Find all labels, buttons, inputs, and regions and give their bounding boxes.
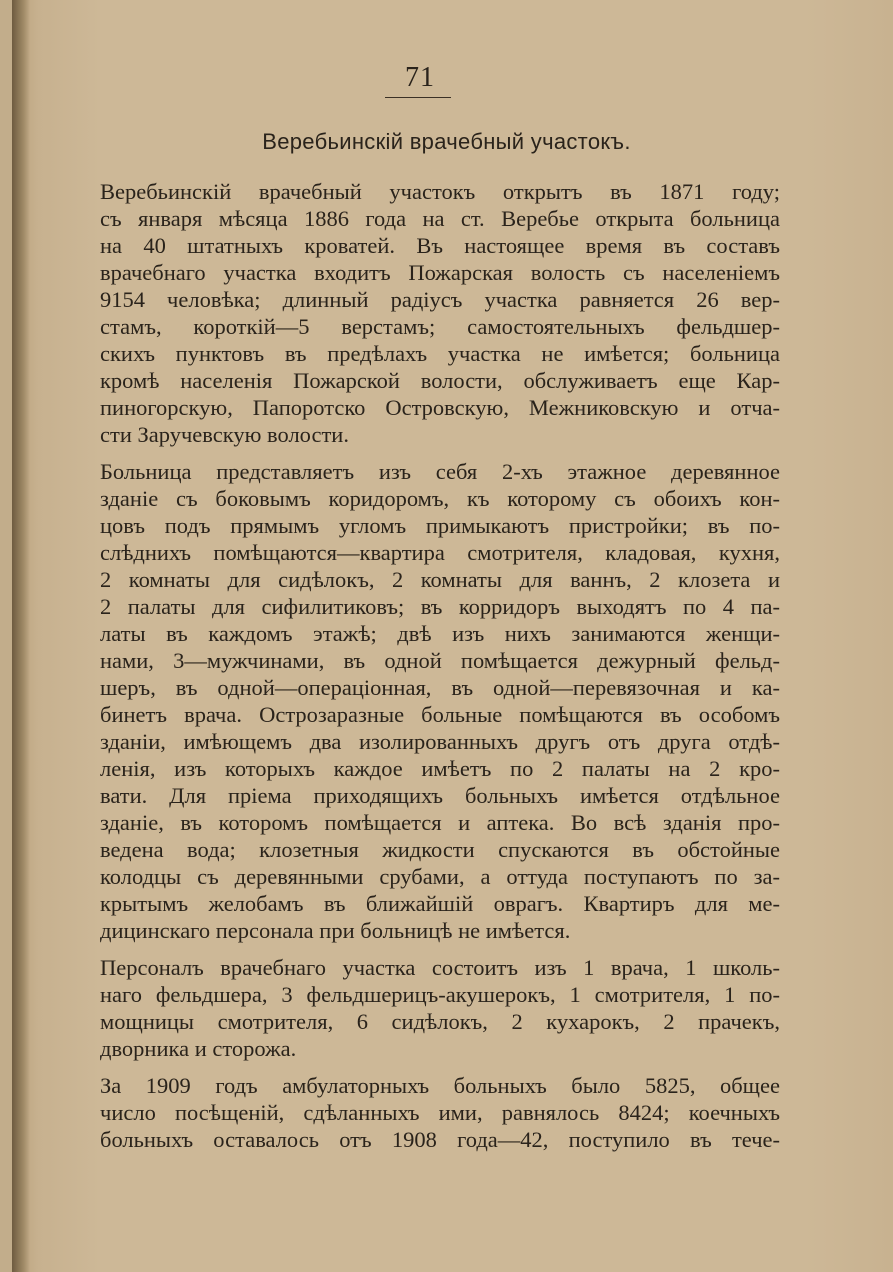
text-line: бинетъ врача. Острозаразные больные помѣщаются въ особомъ: [100, 702, 780, 727]
text-line: ленія, изъ которыхъ каждое имѣетъ по 2 палаты на 2 кро-: [100, 756, 780, 781]
text-line: ведена вода; клозетныя жидкости спускаются въ обстойные: [100, 837, 780, 862]
text-line: латы въ каждомъ этажѣ; двѣ изъ нихъ занимаются женщи-: [100, 621, 780, 646]
page-number-rule: [385, 97, 451, 98]
text-line: Больница представляетъ изъ себя 2-хъ этажное деревянное: [100, 459, 780, 484]
text-line: мощницы смотрителя, 6 сидѣлокъ, 2 кухарокъ, 2 прачекъ,: [100, 1009, 780, 1034]
text-line: Веребьинскій врачебный участокъ открытъ въ 1871 году;: [100, 179, 780, 204]
text-line: зданіе, въ которомъ помѣщается и аптека. Во всѣ зданія про-: [100, 810, 780, 835]
text-line: Персоналъ врачебнаго участка состоитъ изъ 1 врача, 1 школь-: [100, 955, 780, 980]
text-line: дицинскаго персонала при больницѣ не имѣется.: [100, 918, 571, 943]
text-line: больныхъ оставалось отъ 1908 года—42, поступило въ тече-: [100, 1127, 780, 1152]
text-line: число посѣщеній, сдѣланныхъ ими, равнялось 8424; коечныхъ: [100, 1100, 780, 1125]
text-line: шеръ, въ одной—операціонная, въ одной—перевязочная и ка-: [100, 675, 780, 700]
text-line: на 40 штатныхъ кроватей. Въ настоящее время въ составъ: [100, 233, 780, 258]
text-line: стамъ, короткій—5 верстамъ; самостоятельныхъ фельдшер-: [100, 314, 780, 339]
text-line: зданіе съ боковымъ коридоромъ, къ которому съ обоихъ кон-: [100, 486, 780, 511]
paragraph-4: [100, 1072, 780, 1153]
text-line: 9154 человѣка; длинный радіусъ участка равняется 26 вер-: [100, 287, 780, 312]
text-line: колодцы съ деревянными срубами, а оттуда поступаютъ по за-: [100, 864, 780, 889]
text-line: кромѣ населенія Пожарской волости, обслуживаетъ еще Кар-: [100, 368, 780, 393]
text-line: наго фельдшера, 3 фельдшерицъ-акушерокъ, 1 смотрителя, 1 по-: [100, 982, 780, 1007]
paragraph-2: [100, 458, 780, 944]
text-line: За 1909 годъ амбулаторныхъ больныхъ было 5825, общее: [100, 1073, 780, 1098]
section-title: Веребьинскій врачебный участокъ.: [262, 129, 631, 154]
paragraph-3: [100, 954, 780, 1062]
paragraph-1: [100, 178, 780, 448]
text-line: врачебнаго участка входитъ Пожарская волость съ населеніемъ: [100, 260, 780, 285]
text-line: пиногорскую, Папоротско Островскую, Межниковскую и отча-: [100, 395, 780, 420]
text-line: цовъ подъ прямымъ угломъ примыкаютъ пристройки; въ по-: [100, 513, 780, 538]
text-line: слѣднихъ помѣщаются—квартира смотрителя, кладовая, кухня,: [100, 540, 780, 565]
text-line: вати. Для пріема приходящихъ больныхъ имѣется отдѣльное: [100, 783, 780, 808]
text-line: нами, 3—мужчинами, въ одной помѣщается дежурный фельд-: [100, 648, 780, 673]
text-line: 2 комнаты для сидѣлокъ, 2 комнаты для ваннъ, 2 клозета и: [100, 567, 780, 592]
text-line: дворника и сторожа.: [100, 1036, 297, 1061]
text-line: 2 палаты для сифилитиковъ; въ корридоръ выходятъ по 4 па-: [100, 594, 780, 619]
text-line: крытымъ желобамъ въ ближайшій оврагъ. Квартиръ для ме-: [100, 891, 780, 916]
page-number: 71: [405, 62, 435, 93]
page-gutter-shadow: [12, 0, 30, 1272]
text-line: зданіи, имѣющемъ два изолированныхъ другъ отъ друга отдѣ-: [100, 729, 780, 754]
text-line: сти Заручевскую волости.: [100, 422, 349, 447]
text-line: съ января мѣсяца 1886 года на ст. Веребье открыта больница: [100, 206, 780, 231]
text-line: скихъ пунктовъ въ предѣлахъ участка не имѣется; больница: [100, 341, 780, 366]
body-text: [100, 178, 780, 1163]
